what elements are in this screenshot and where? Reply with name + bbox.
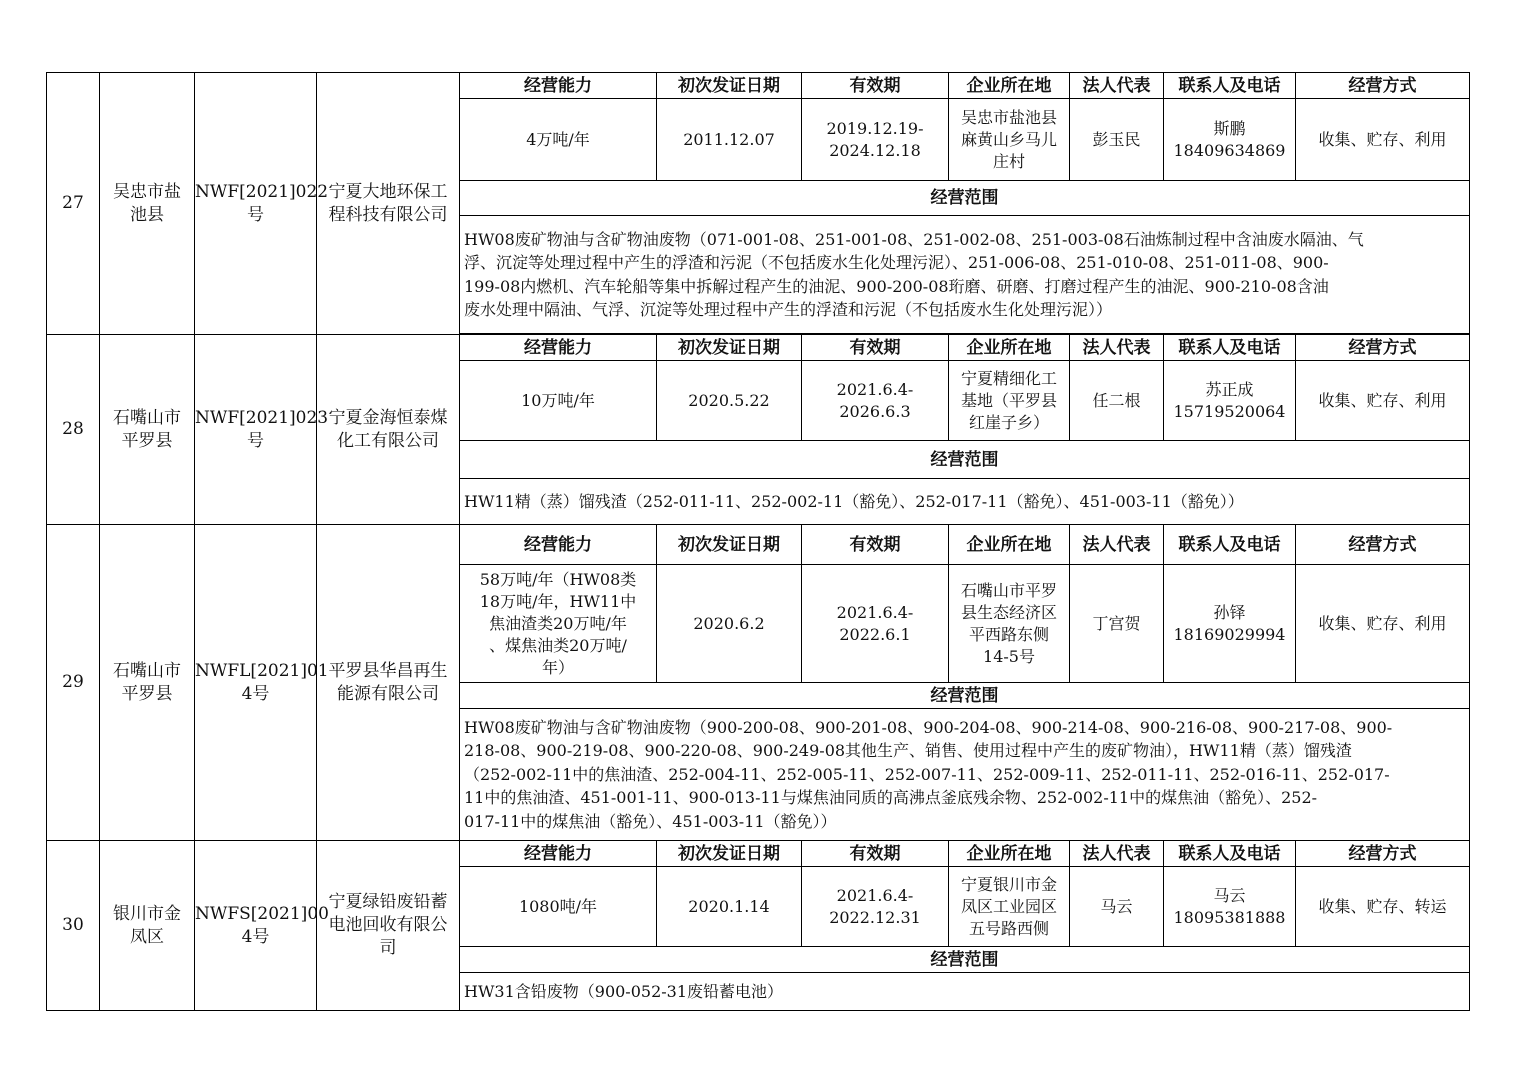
hazardous-waste-license-table	[46, 72, 1470, 1011]
location-cell: 宁夏精细化工 基地（平罗县 红崖子乡）	[949, 361, 1070, 441]
header-first-issue-date: 初次发证日期	[657, 73, 802, 99]
company-name-cell: 宁夏金海恒泰煤 化工有限公司	[317, 335, 460, 525]
location-cell: 石嘴山市平罗 县生态经济区 平西路东侧 14-5号	[949, 565, 1070, 683]
header-capacity: 经营能力	[460, 73, 657, 99]
scope-cell: HW11精（蒸）馏残渣（252-011-11、252-002-11（豁免）、252-017-11（豁免）、451-003-11（豁免））	[460, 479, 1470, 525]
license-number-cell: NWF[2021]022 号	[195, 73, 317, 335]
capacity-cell: 58万吨/年（HW08类 18万吨/年，HW11中 焦油渣类20万吨/年 、煤焦油类20万吨/ 年）	[460, 565, 657, 683]
header-location: 企业所在地	[949, 525, 1070, 565]
table-row	[47, 335, 1470, 361]
legal-rep-cell: 彭玉民	[1070, 99, 1164, 181]
table-row	[47, 841, 1470, 867]
legal-rep-cell: 马云	[1070, 867, 1164, 947]
legal-rep-cell: 丁宫贺	[1070, 565, 1164, 683]
mode-cell: 收集、贮存、利用	[1296, 565, 1470, 683]
header-first-issue-date: 初次发证日期	[657, 841, 802, 867]
validity-cell: 2021.6.4- 2026.6.3	[802, 361, 949, 441]
first-issue-date-cell: 2020.5.22	[657, 361, 802, 441]
license-number-cell: NWFS[2021]00 4号	[195, 841, 317, 1011]
legal-rep-cell: 任二根	[1070, 361, 1164, 441]
contact-cell: 孙铎 18169029994	[1164, 565, 1296, 683]
header-contact: 联系人及电话	[1164, 73, 1296, 99]
scope-cell: HW08废矿物油与含矿物油废物（900-200-08、900-201-08、900-204-08、900-214-08、900-216-08、900-217-08、900- 218-08、900-219-08、900-220-08、900-249-08其他生产、销售、使用过程中产生的废矿物油），HW11精（蒸）馏残渣 （252-002-11中的焦油渣、252-004-11、252-005-11、252-007-11、252-009-11、252-011-11、252-016-11、252-017- 11中的焦油渣、451-001-11、900-013-11与煤焦油同质的高沸点釜底残余物、252-002-11中的煤焦油（豁免）、252- 017-11中的煤焦油（豁免）、451-003-11（豁免））	[460, 709, 1470, 841]
header-legal-rep: 法人代表	[1070, 73, 1164, 99]
validity-cell: 2021.6.4- 2022.12.31	[802, 867, 949, 947]
row-number: 28	[47, 335, 100, 525]
region-cell: 石嘴山市 平罗县	[100, 525, 195, 841]
row-number: 29	[47, 525, 100, 841]
header-legal-rep: 法人代表	[1070, 841, 1164, 867]
region-cell: 吴忠市盐 池县	[100, 73, 195, 335]
table-row	[47, 525, 1470, 565]
header-scope: 经营范围	[460, 181, 1470, 216]
header-capacity: 经营能力	[460, 335, 657, 361]
capacity-cell: 10万吨/年	[460, 361, 657, 441]
first-issue-date-cell: 2020.1.14	[657, 867, 802, 947]
contact-cell: 苏正成 15719520064	[1164, 361, 1296, 441]
contact-cell: 斯鹏 18409634869	[1164, 99, 1296, 181]
company-name-cell: 平罗县华昌再生 能源有限公司	[317, 525, 460, 841]
license-number-cell: NWFL[2021]01 4号	[195, 525, 317, 841]
region-cell: 石嘴山市 平罗县	[100, 335, 195, 525]
header-validity: 有效期	[802, 525, 949, 565]
header-mode: 经营方式	[1296, 525, 1470, 565]
header-validity: 有效期	[802, 73, 949, 99]
mode-cell: 收集、贮存、转运	[1296, 867, 1470, 947]
header-mode: 经营方式	[1296, 335, 1470, 361]
header-location: 企业所在地	[949, 335, 1070, 361]
company-name-cell: 宁夏大地环保工 程科技有限公司	[317, 73, 460, 335]
header-capacity: 经营能力	[460, 841, 657, 867]
header-contact: 联系人及电话	[1164, 841, 1296, 867]
row-number: 30	[47, 841, 100, 1011]
location-cell: 宁夏银川市金 凤区工业园区 五号路西侧	[949, 867, 1070, 947]
location-cell: 吴忠市盐池县 麻黄山乡马儿 庄村	[949, 99, 1070, 181]
mode-cell: 收集、贮存、利用	[1296, 99, 1470, 181]
first-issue-date-cell: 2011.12.07	[657, 99, 802, 181]
contact-cell: 马云 18095381888	[1164, 867, 1296, 947]
header-validity: 有效期	[802, 335, 949, 361]
header-location: 企业所在地	[949, 841, 1070, 867]
header-scope: 经营范围	[460, 947, 1470, 973]
capacity-cell: 1080吨/年	[460, 867, 657, 947]
header-scope: 经营范围	[460, 441, 1470, 479]
header-validity: 有效期	[802, 841, 949, 867]
header-scope: 经营范围	[460, 683, 1470, 709]
validity-cell: 2021.6.4- 2022.6.1	[802, 565, 949, 683]
region-cell: 银川市金 凤区	[100, 841, 195, 1011]
header-mode: 经营方式	[1296, 841, 1470, 867]
first-issue-date-cell: 2020.6.2	[657, 565, 802, 683]
header-mode: 经营方式	[1296, 73, 1470, 99]
validity-cell: 2019.12.19- 2024.12.18	[802, 99, 949, 181]
capacity-cell: 4万吨/年	[460, 99, 657, 181]
scope-cell: HW31含铅废物（900-052-31废铅蓄电池）	[460, 973, 1470, 1011]
header-legal-rep: 法人代表	[1070, 525, 1164, 565]
company-name-cell: 宁夏绿铅废铅蓄 电池回收有限公 司	[317, 841, 460, 1011]
header-first-issue-date: 初次发证日期	[657, 525, 802, 565]
header-location: 企业所在地	[949, 73, 1070, 99]
header-contact: 联系人及电话	[1164, 525, 1296, 565]
header-capacity: 经营能力	[460, 525, 657, 565]
table-row	[47, 73, 1470, 99]
row-number: 27	[47, 73, 100, 335]
license-number-cell: NWF[2021]023 号	[195, 335, 317, 525]
header-legal-rep: 法人代表	[1070, 335, 1164, 361]
header-first-issue-date: 初次发证日期	[657, 335, 802, 361]
mode-cell: 收集、贮存、利用	[1296, 361, 1470, 441]
header-contact: 联系人及电话	[1164, 335, 1296, 361]
scope-cell: HW08废矿物油与含矿物油废物（071-001-08、251-001-08、251-002-08、251-003-08石油炼制过程中含油废水隔油、气 浮、沉淀等处理过程中产生的浮渣和污泥（不包括废水生化处理污泥）、251-006-08、251-010-08、251-011-08、900- 199-08内燃机、汽车轮船等集中拆解过程产生的油泥、900-200-08珩磨、研磨、打磨过程产生的油泥、900-210-08含油 废水处理中隔油、气浮、沉淀等处理过程中产生的浮渣和污泥（不包括废水生化处理污泥））	[460, 216, 1470, 334]
